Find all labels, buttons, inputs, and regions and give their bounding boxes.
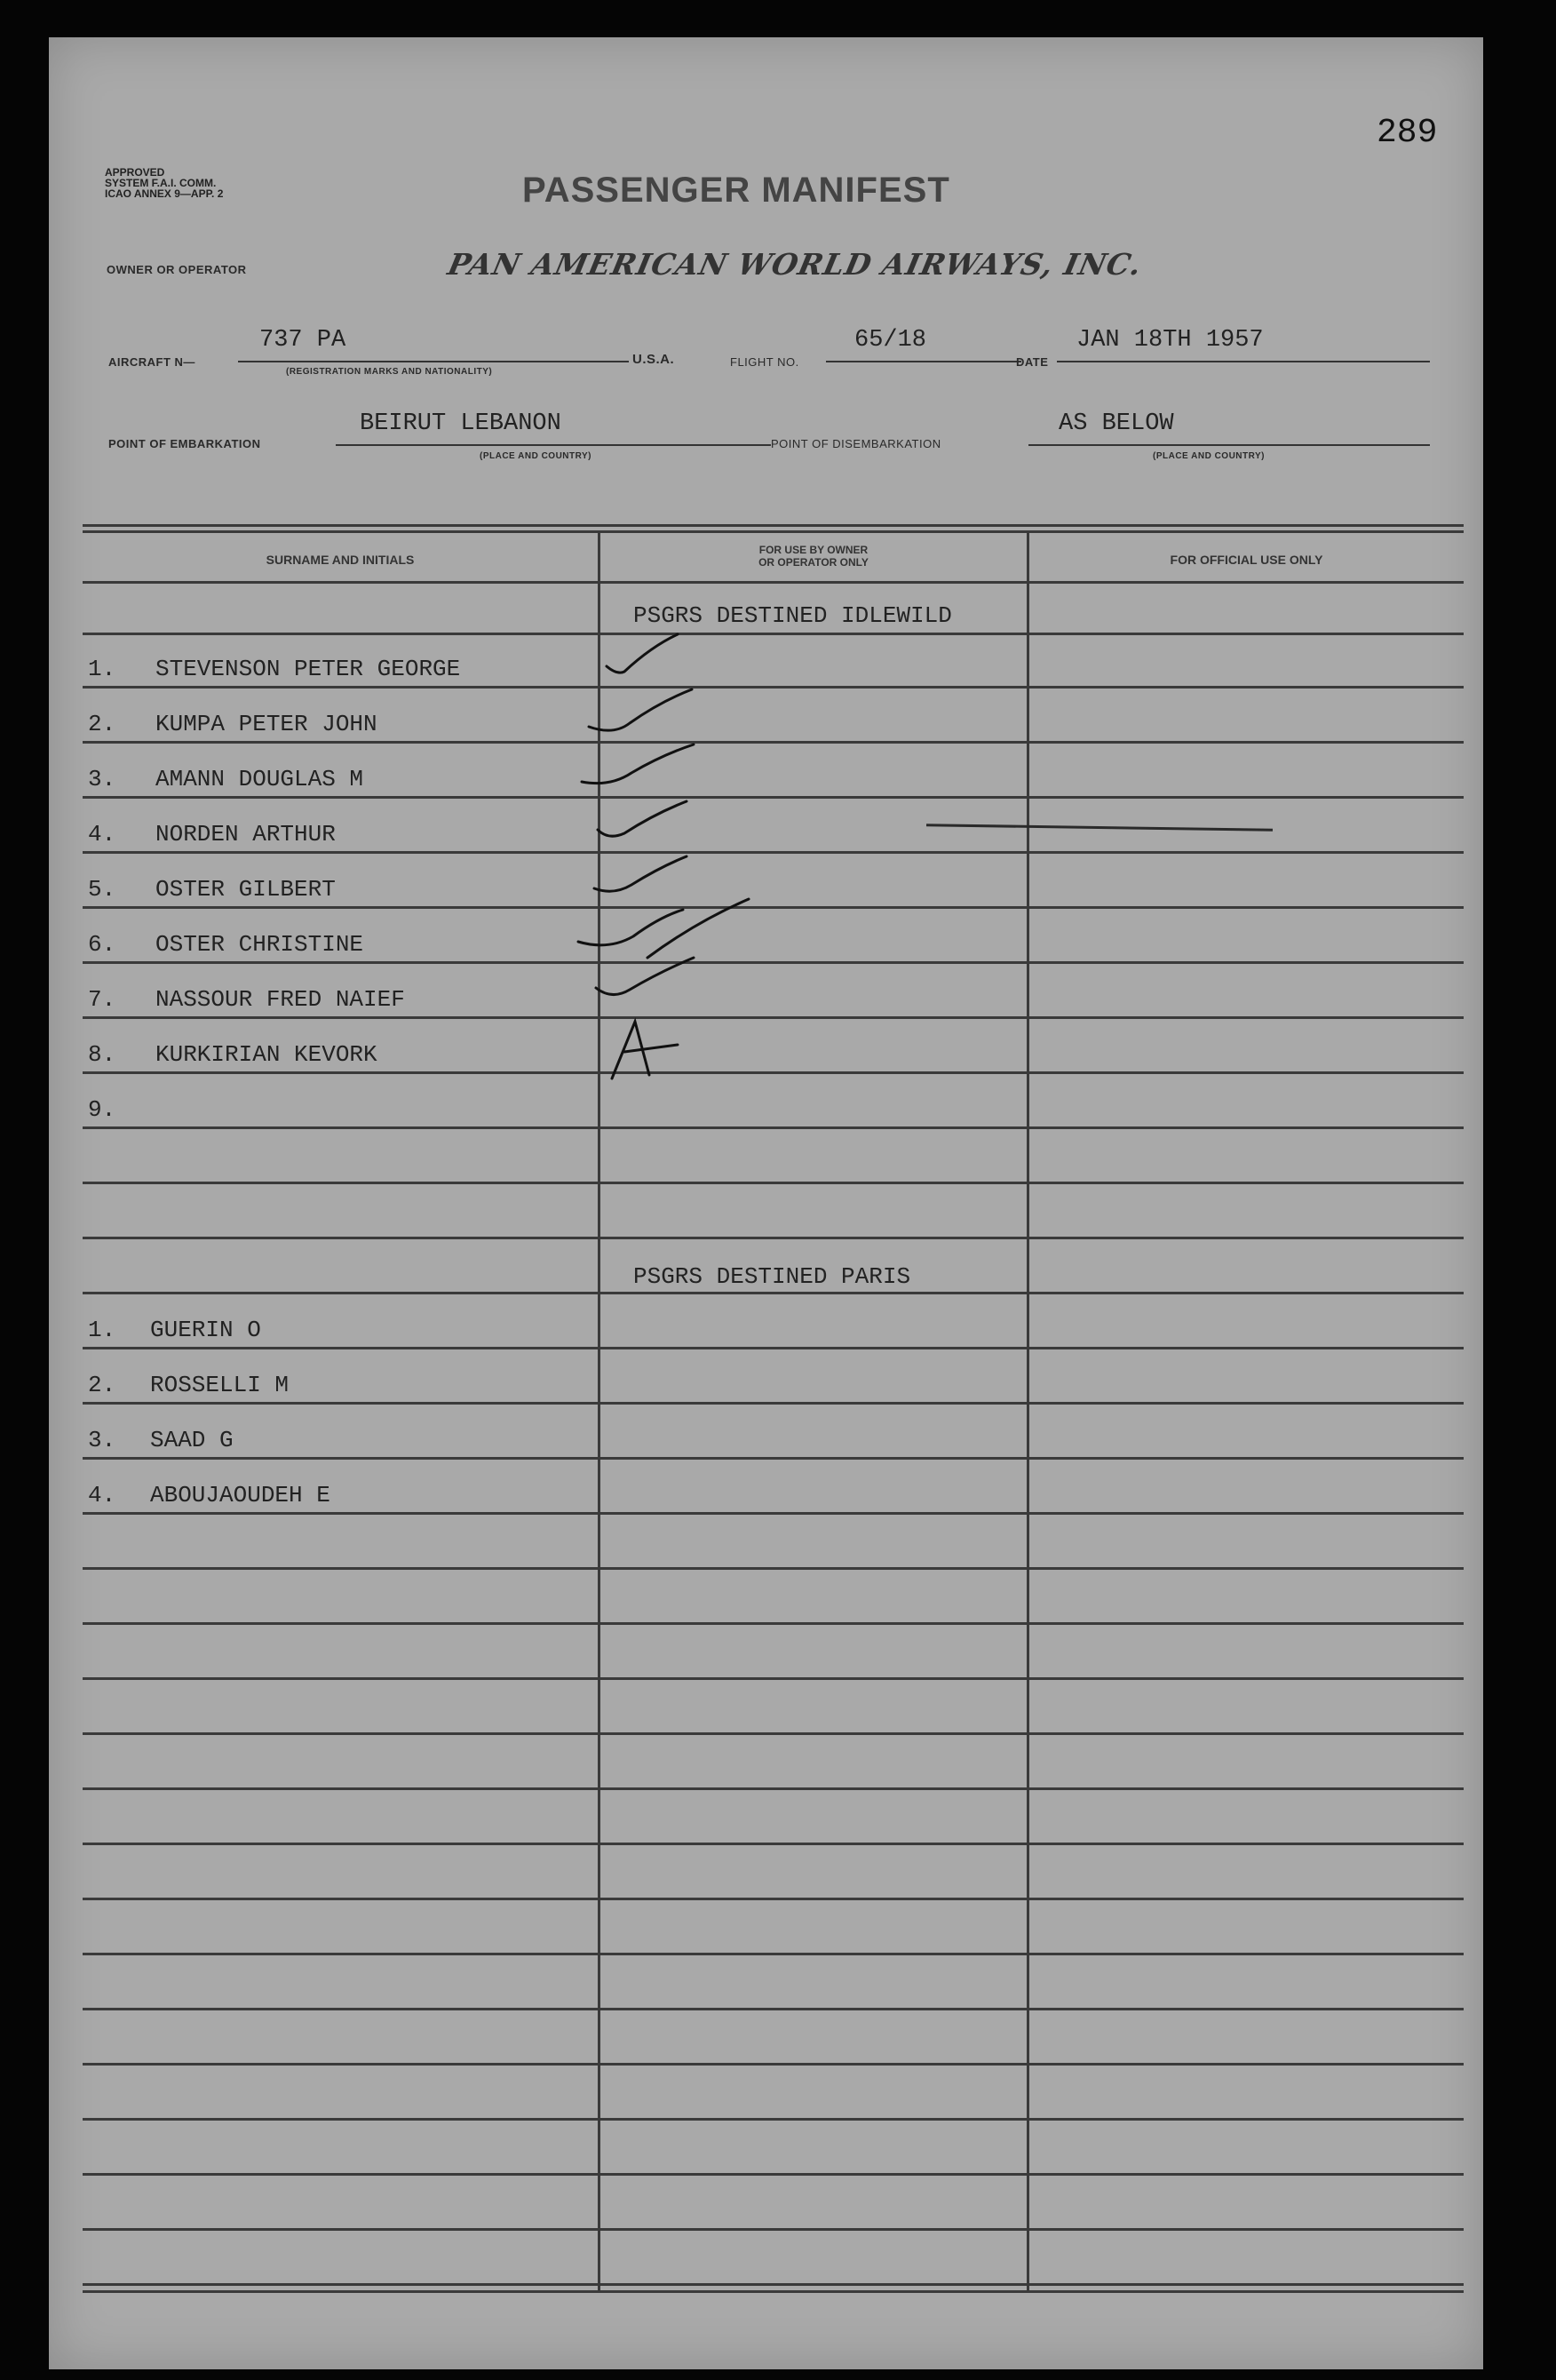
flight-value: 65/18 — [854, 327, 927, 354]
aircraft-label: AIRCRAFT N— — [108, 355, 195, 369]
group1-heading: PSGRS DESTINED IDLEWILD — [633, 602, 952, 629]
passenger-name: OSTER GILBERT — [155, 876, 336, 903]
passenger-name: AMANN DOUGLAS M — [155, 766, 364, 792]
owner-label: OWNER OR OPERATOR — [107, 263, 247, 276]
passenger-name: NORDEN ARTHUR — [155, 821, 336, 848]
date-label: DATE — [1016, 355, 1049, 369]
passenger-number: 4. — [88, 1482, 116, 1508]
passenger-name: OSTER CHRISTINE — [155, 931, 364, 958]
flight-label: FLIGHT NO. — [730, 355, 799, 369]
passenger-name: ROSSELLI M — [150, 1372, 290, 1398]
approval-stamp: APPROVED SYSTEM F.A.I. COMM. ICAO ANNEX 9—APP. 2 — [105, 166, 224, 200]
group2-heading: PSGRS DESTINED PARIS — [633, 1263, 911, 1290]
passenger-number: 3. — [88, 766, 116, 792]
passenger-number: 7. — [88, 986, 116, 1013]
aircraft-value: 737 PA — [259, 327, 346, 354]
disembarkation-label: POINT OF DISEMBARKATION — [771, 437, 941, 450]
official-use-column-header: FOR OFFICIAL USE ONLY — [1170, 553, 1323, 567]
passenger-number: 5. — [88, 876, 116, 903]
passenger-name: KUMPA PETER JOHN — [155, 711, 377, 737]
passenger-number: 1. — [88, 1317, 116, 1343]
disembarkation-value: AS BELOW — [1059, 410, 1174, 437]
owner-use-column-header: FOR USE BY OWNER OR OPERATOR ONLY — [758, 544, 869, 569]
disembarkation-sublabel: (PLACE AND COUNTRY) — [1153, 451, 1265, 461]
passenger-name: GUERIN O — [150, 1317, 261, 1343]
embarkation-label: POINT OF EMBARKATION — [108, 437, 261, 450]
passenger-number: 1. — [88, 656, 116, 682]
passenger-number: 3. — [88, 1427, 116, 1453]
passenger-number: 6. — [88, 931, 116, 958]
owner-value: PAN AMERICAN WORLD AIRWAYS, INC. — [444, 247, 1146, 282]
embarkation-value: BEIRUT LEBANON — [360, 410, 561, 437]
handwritten-stroke — [926, 824, 1273, 831]
handwritten-checkmarks — [562, 631, 846, 1137]
embarkation-sublabel: (PLACE AND COUNTRY) — [480, 451, 591, 461]
passenger-name: STEVENSON PETER GEORGE — [155, 656, 461, 682]
passenger-name: NASSOUR FRED NAIEF — [155, 986, 405, 1013]
form-title: PASSENGER MANIFEST — [522, 171, 950, 210]
passenger-number: 2. — [88, 1372, 116, 1398]
date-value: JAN 18TH 1957 — [1076, 327, 1264, 354]
page-number: 289 — [1377, 114, 1438, 152]
usa-label: U.S.A. — [632, 352, 675, 367]
surname-column-header: SURNAME AND INITIALS — [266, 553, 415, 567]
passenger-number: 2. — [88, 711, 116, 737]
aircraft-sublabel: (REGISTRATION MARKS AND NATIONALITY) — [286, 367, 493, 377]
passenger-name: KURKIRIAN KEVORK — [155, 1041, 377, 1068]
passenger-name: ABOUJAOUDEH E — [150, 1482, 330, 1508]
passenger-number: 4. — [88, 821, 116, 848]
passenger-name: SAAD G — [150, 1427, 234, 1453]
manifest-table — [83, 524, 1464, 2301]
passenger-number: 9. — [88, 1096, 116, 1123]
passenger-number: 8. — [88, 1041, 116, 1068]
